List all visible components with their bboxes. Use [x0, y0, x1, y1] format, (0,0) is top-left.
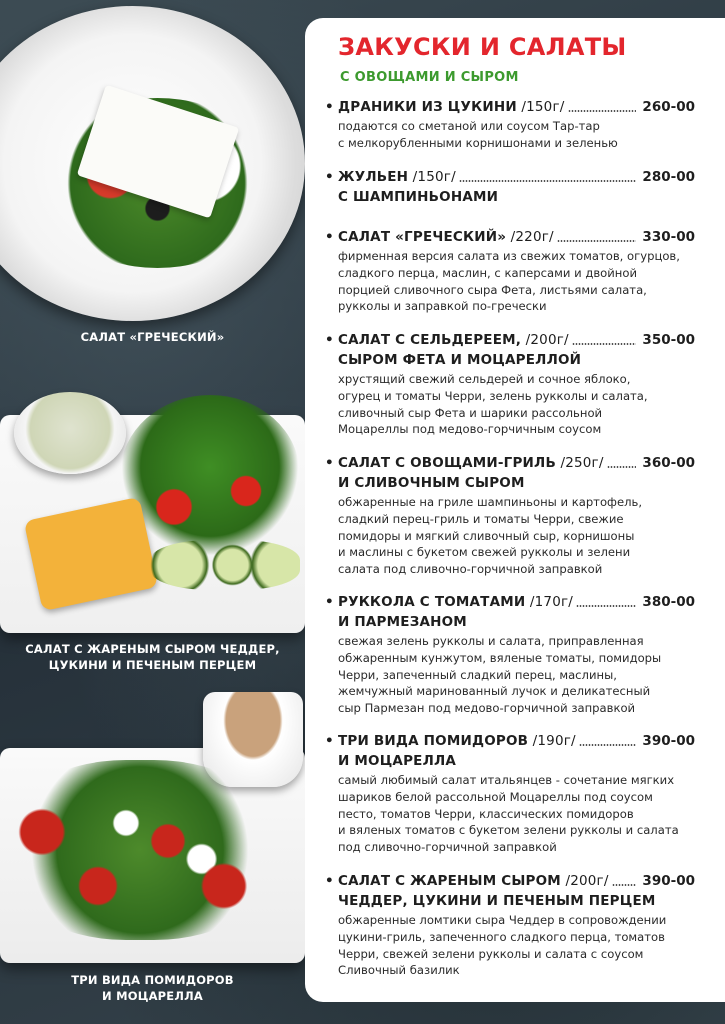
menu-item — [325, 592, 695, 717]
menu-item-heading — [325, 167, 695, 187]
dish-name-continued: ЧЕДДЕР, ЦУКИНИ И ПЕЧЕНЫМ ПЕРЦЕМ — [338, 893, 656, 909]
dish-name — [338, 227, 554, 247]
dish-name-text: ТРИ ВИДА ПОМИДОРОВ — [338, 733, 529, 749]
bullet-icon: • — [325, 873, 334, 889]
description-line: огурец и томаты Черри, зелень рукколы и салата, — [338, 388, 648, 403]
description-line: рукколы и заправкой по-гречески — [338, 299, 547, 314]
description-line: подаются со сметаной или соусом Тар-тар — [338, 119, 600, 133]
dish-price: 260-00 — [638, 97, 695, 117]
dish-price: 280-00 — [638, 167, 695, 187]
dish-weight: /190г/ — [528, 733, 576, 749]
dish-name-text: ДРАНИКИ ИЗ ЦУКИНИ — [338, 99, 517, 115]
dish-name — [338, 592, 573, 612]
description-line: под сливочно-горчичной заправкой — [338, 840, 557, 855]
leader-dots — [568, 110, 636, 112]
photo-caption-greek — [0, 329, 305, 345]
dish-name — [338, 453, 604, 473]
dish-name-text: РУККОЛА С ТОМАТАМИ — [338, 594, 526, 610]
description-line: и маслины с букетом свежей рукколы и зелени — [338, 545, 631, 560]
description-line: обжаренным кунжутом, вяленые томаты, помидоры — [338, 650, 662, 665]
leader-dots — [557, 240, 636, 242]
dish-price: 330-00 — [638, 227, 695, 247]
dish-name — [338, 167, 456, 187]
leader-dots — [572, 343, 636, 345]
dish-description — [338, 371, 695, 438]
dish-price: 350-00 — [638, 330, 695, 350]
menu-item — [325, 871, 695, 979]
description-line: цукини-гриль, запеченного сладкого перца, томатов — [338, 929, 665, 944]
menu-item-heading — [325, 731, 695, 751]
bullet-icon: • — [325, 332, 334, 348]
description-line: хрустящий свежий сельдерей и сочное яблоко, — [338, 372, 631, 386]
dish-price: 360-00 — [638, 453, 695, 473]
dish-name — [338, 330, 569, 350]
caption-line: САЛАТ С ЖАРЕНЫМ СЫРОМ ЧЕДДЕР, — [25, 642, 280, 656]
bullet-icon: • — [325, 99, 334, 115]
dish-name-text: ЖУЛЬЕН — [338, 169, 409, 185]
dish-name-continued: И МОЦАРЕЛЛА — [338, 753, 457, 769]
leader-dots — [579, 744, 636, 746]
dish-price: 390-00 — [638, 871, 695, 891]
menu-item-heading — [325, 330, 695, 350]
description-line: Сливочный базилик — [338, 963, 460, 978]
bullet-icon: • — [325, 455, 334, 471]
dish-name — [338, 731, 576, 751]
photo-caption-tomatoes — [0, 972, 305, 1004]
dish-name-continued: И ПАРМЕЗАНОМ — [338, 614, 467, 630]
description-line: салата под сливочно-горчичной заправкой — [338, 562, 603, 577]
dish-price: 380-00 — [638, 592, 695, 612]
menu-item — [325, 330, 695, 438]
description-line: жемчужный маринованный лучок и деликатесный — [338, 684, 651, 699]
tomato-mozzarella-salad — [0, 760, 280, 940]
caption-line: И МОЦАРЕЛЛА — [102, 989, 203, 1003]
dish-description — [338, 633, 695, 717]
leader-dots — [612, 884, 636, 886]
description-line: и вяленых томатов с букетом зелени рукколы и салата — [338, 823, 679, 838]
dish-weight: /170г/ — [525, 594, 574, 610]
description-line: помидоры и мягкий сливочный сыр, корнишоны — [338, 528, 635, 543]
dish-weight: /250г/ — [555, 455, 604, 471]
sauce-bowl — [14, 392, 126, 474]
bullet-icon: • — [325, 594, 334, 610]
menu-item — [325, 97, 695, 152]
bullet-icon: • — [325, 733, 334, 749]
caption-line: САЛАТ «ГРЕЧЕСКИЙ» — [80, 330, 225, 344]
dish-description — [338, 912, 695, 979]
dish-weight: /200г/ — [521, 332, 569, 348]
menu-item-heading — [325, 97, 695, 117]
description-line: самый любимый салат итальянцев - сочетание мягких — [338, 773, 675, 787]
greek-salad-photo — [0, 6, 305, 321]
description-line: Черри, свежей зелени рукколы и салата с соусом — [338, 946, 644, 961]
dish-name-continued: С ШАМПИНЬОНАМИ — [338, 189, 499, 205]
menu-item — [325, 453, 695, 578]
menu-item — [325, 167, 695, 207]
description-line: сыр Пармезан под медово-горчичной заправкой — [338, 701, 636, 716]
photo-caption-cheddar — [0, 641, 305, 673]
menu-item — [325, 227, 695, 315]
leader-dots — [607, 466, 636, 468]
menu-item-heading — [325, 592, 695, 612]
dish-weight: /150г/ — [408, 169, 456, 185]
description-line: сливочный сыр Фета и шарики рассольной — [338, 405, 603, 420]
menu-item-heading — [325, 453, 695, 473]
dish-description — [338, 248, 695, 315]
dish-name-continued: И СЛИВОЧНЫМ СЫРОМ — [338, 475, 525, 491]
caption-line: ЦУКИНИ И ПЕЧЕНЫМ ПЕРЦЕМ — [48, 658, 257, 672]
menu-item — [325, 731, 695, 856]
bullet-icon: • — [325, 169, 334, 185]
dish-name — [338, 97, 565, 117]
dish-weight: /200г/ — [560, 873, 609, 889]
arugula-salad — [120, 395, 300, 555]
dish-description — [338, 494, 695, 578]
description-line: сладкого перца, маслин, с каперсами и двойной — [338, 265, 638, 280]
dish-description — [338, 118, 695, 152]
caption-line: ТРИ ВИДА ПОМИДОРОВ — [71, 973, 234, 987]
description-line: сладкий перец-гриль и томаты Черри, свежие — [338, 511, 624, 526]
description-line: обжаренные на гриле шампиньоны и картофель, — [338, 495, 643, 509]
dish-name-text: САЛАТ «ГРЕЧЕСКИЙ» — [338, 229, 507, 245]
leader-dots — [459, 180, 636, 182]
dish-name-continued: СЫРОМ ФЕТА И МОЦАРЕЛЛОЙ — [338, 352, 582, 368]
description-line: с мелкорубленными корнишонами и зеленью — [338, 135, 618, 150]
dish-name — [338, 871, 609, 891]
dish-weight: /150г/ — [516, 99, 565, 115]
dish-name-text: САЛАТ С ЖАРЕНЫМ СЫРОМ — [338, 873, 561, 889]
leader-dots — [576, 605, 636, 607]
description-line: шариков белой рассольной Моцареллы под соусом — [338, 789, 653, 804]
description-line: обжаренные ломтики сыра Чеддер в сопровождении — [338, 913, 667, 927]
description-line: песто, томатов Черри, классических помидоров — [338, 806, 634, 821]
dish-name-text: САЛАТ С СЕЛЬДЕРЕЕМ, — [338, 332, 522, 348]
dish-price: 390-00 — [638, 731, 695, 751]
dish-description — [338, 772, 695, 856]
menu-item-heading — [325, 227, 695, 247]
description-line: порцией сливочного сыра Фета, листьями салата, — [338, 282, 647, 297]
description-line: Моцареллы под медово-горчичным соусом — [338, 422, 602, 437]
dish-weight: /220г/ — [506, 229, 554, 245]
bullet-icon: • — [325, 229, 334, 245]
menu-item-heading — [325, 871, 695, 891]
dish-name-text: САЛАТ С ОВОЩАМИ-ГРИЛЬ — [338, 455, 556, 471]
grilled-zucchini — [150, 540, 300, 590]
description-line: Черри, запеченный сладкий перец, маслины, — [338, 667, 617, 682]
description-line: фирменная версия салата из свежих томатов, огурцов, — [338, 249, 680, 263]
menu-subtitle: С ОВОЩАМИ И СЫРОМ — [340, 70, 519, 85]
menu-title: ЗАКУСКИ И САЛАТЫ — [338, 33, 627, 61]
description-line: свежая зелень рукколы и салата, приправленная — [338, 634, 644, 648]
